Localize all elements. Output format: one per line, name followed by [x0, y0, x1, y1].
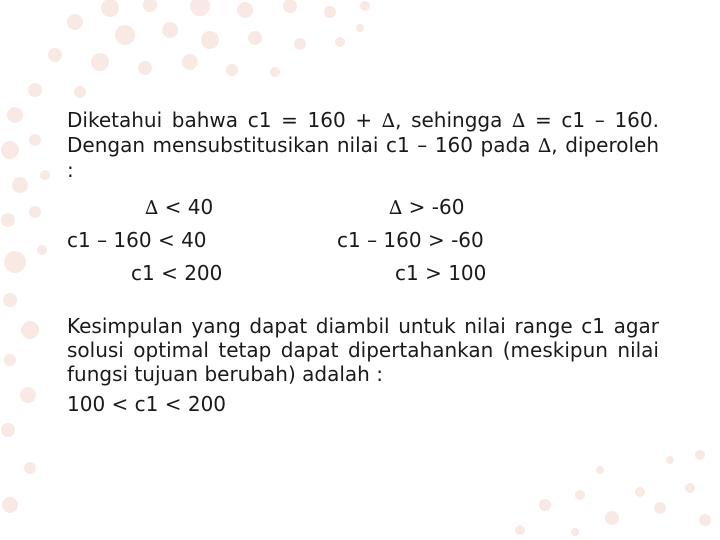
intro-text-1: Diketahui bahwa c1 = 160 +: [67, 108, 382, 132]
intro-text-5: ,: [551, 133, 558, 157]
conclusion-paragraph: Kesimpulan yang dapat diambil untuk nilai range c1 agar solusi optimal tetap dapat dipertahankan (meskipun nilai fungsi tujuan berubah) adalah :: [67, 314, 659, 386]
intro-paragraph: [67, 108, 659, 182]
conclusion-result: 100 < c1 < 200: [67, 392, 227, 416]
right-inequality-2: c1 – 160 > -60: [337, 228, 484, 252]
intro-text-2: , sehingga: [395, 108, 513, 132]
delta-symbol: ∆: [389, 197, 403, 219]
intro-text-4: Dengan mensubstitusikan nilai c1 – 160 pada: [67, 133, 538, 157]
delta-symbol: ∆: [381, 110, 396, 132]
inequality-row-3: [67, 261, 659, 294]
intro-text-6: diperoleh :: [67, 133, 660, 182]
right-inequality-1-text: > -60: [402, 195, 465, 219]
intro-text-3: = c1 – 160.: [525, 108, 659, 132]
left-inequality-1-text: < 40: [158, 195, 214, 219]
left-inequality-3: c1 < 200: [131, 261, 223, 285]
left-inequality-2: c1 – 160 < 40: [67, 228, 207, 252]
left-inequality-1: [145, 195, 213, 220]
delta-symbol: ∆: [145, 197, 159, 219]
inequality-row-2: [67, 228, 659, 261]
delta-symbol: ∆: [538, 135, 552, 157]
right-inequality-1: [389, 195, 464, 220]
right-inequality-3: c1 > 100: [395, 261, 487, 285]
inequality-row-1: [67, 195, 659, 228]
slide-content: [67, 108, 659, 416]
spacer: [67, 294, 659, 314]
delta-symbol: ∆: [512, 110, 526, 132]
